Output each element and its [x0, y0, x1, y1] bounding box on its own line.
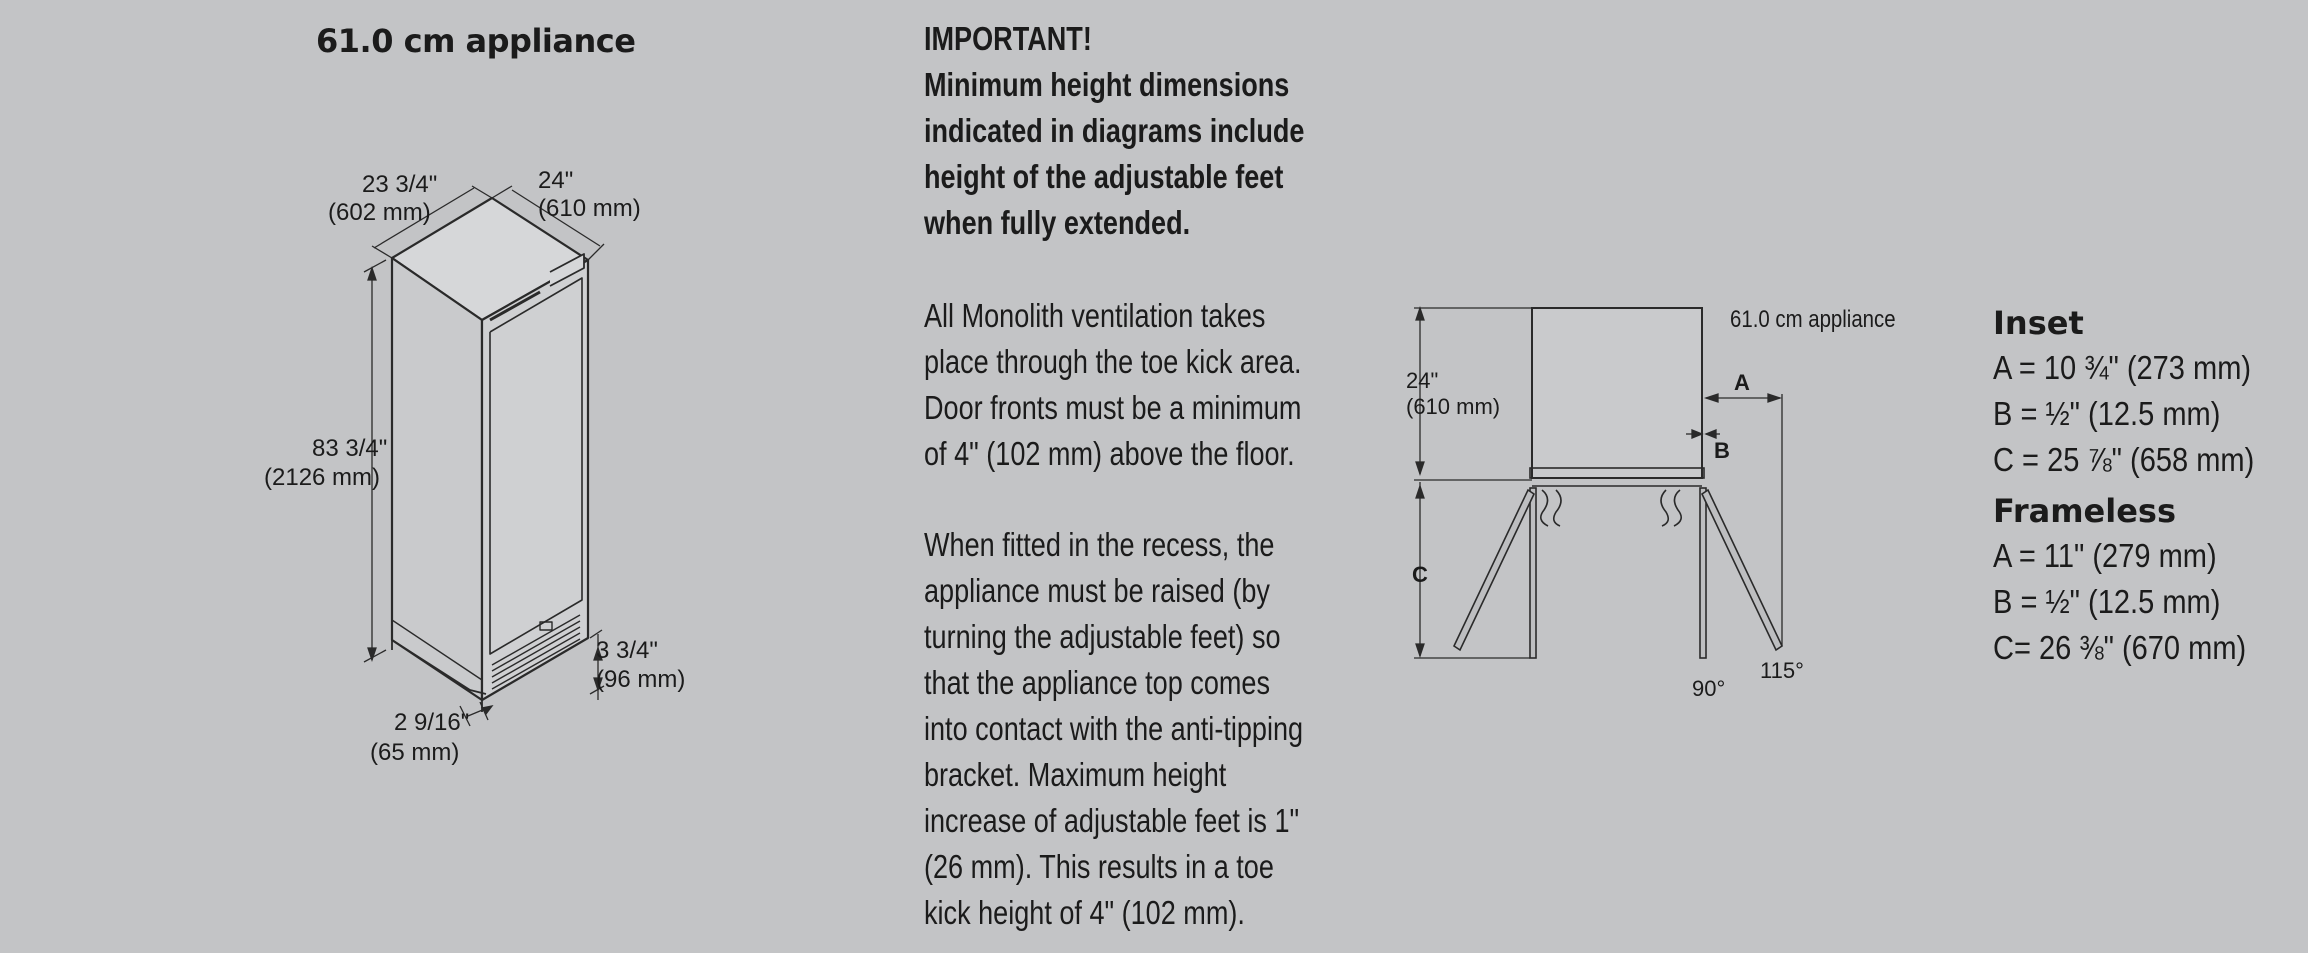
side-view-title: 61.0 cm appliance — [1730, 306, 1896, 333]
frameless-spec-line: A = 11" (279 mm) — [1993, 537, 2217, 574]
angle-90-label: 90° — [1692, 676, 1726, 701]
recess-paragraph — [924, 522, 1374, 936]
inset-spec-line: B = ½" (12.5 mm) — [1993, 395, 2221, 432]
important-note — [924, 62, 1374, 246]
dimension-label-c: C — [1412, 562, 1428, 587]
width-top-dimension-in: 23 3/4" — [362, 171, 438, 198]
recess-line: (26 mm). This results in a toe — [924, 848, 1274, 885]
recess-line: When fitted in the recess, the — [924, 526, 1275, 563]
frameless-specs — [1993, 533, 2293, 671]
important-line: height of the adjustable feet — [924, 158, 1284, 195]
toe-depth-dimension-mm: (65 mm) — [370, 739, 460, 766]
recess-line: turning the adjustable feet) so — [924, 618, 1281, 655]
inset-spec-line: C = 25 ⅞" (658 mm) — [1993, 441, 2255, 478]
ventilation-line: of 4" (102 mm) above the floor. — [924, 435, 1295, 472]
toe-height-dimension-mm: (96 mm) — [596, 666, 686, 693]
recess-line: appliance must be raised (by — [924, 572, 1270, 609]
toe-height-dimension-in: 3 3/4" — [596, 637, 658, 664]
inset-spec-line: A = 10 ¾" (273 mm) — [1993, 349, 2252, 386]
important-heading — [924, 16, 1374, 62]
height-dimension-in: 83 3/4" — [312, 435, 388, 462]
important-title-text: IMPORTANT! — [924, 20, 1092, 57]
ventilation-line: place through the toe kick area. — [924, 343, 1302, 380]
frameless-heading: Frameless — [1993, 492, 2176, 530]
side-depth-mm: (610 mm) — [1406, 394, 1501, 419]
dimension-label-a: A — [1734, 370, 1750, 395]
recess-line: into contact with the anti-tipping — [924, 710, 1304, 747]
important-line: indicated in diagrams include — [924, 112, 1305, 149]
recess-line: increase of adjustable feet is 1" — [924, 802, 1300, 839]
toe-depth-dimension-in: 2 9/16" — [394, 709, 470, 736]
side-view-door-swing-drawing — [1390, 290, 1830, 720]
ventilation-line: All Monolith ventilation takes — [924, 297, 1266, 334]
depth-top-dimension-in: 24" — [538, 167, 574, 194]
important-line: Minimum height dimensions — [924, 66, 1290, 103]
recess-line: kick height of 4" (102 mm). — [924, 894, 1245, 931]
ventilation-line: Door fronts must be a minimum — [924, 389, 1302, 426]
inset-heading: Inset — [1993, 304, 2084, 342]
depth-top-dimension-mm: (610 mm) — [538, 195, 641, 222]
recess-line: bracket. Maximum height — [924, 756, 1227, 793]
inset-specs — [1993, 345, 2293, 483]
side-depth-in: 24" — [1406, 368, 1439, 393]
dimension-label-b: B — [1714, 438, 1730, 463]
ventilation-paragraph — [924, 293, 1374, 477]
left-title: 61.0 cm appliance — [316, 22, 636, 60]
frameless-spec-line: C= 26 ⅜" (670 mm) — [1993, 629, 2247, 666]
height-dimension-mm: (2126 mm) — [264, 464, 381, 491]
important-line: when fully extended. — [924, 204, 1191, 241]
recess-line: that the appliance top comes — [924, 664, 1271, 701]
width-top-dimension-mm: (602 mm) — [328, 199, 431, 226]
frameless-spec-line: B = ½" (12.5 mm) — [1993, 583, 2221, 620]
angle-115-label: 115° — [1760, 658, 1804, 683]
